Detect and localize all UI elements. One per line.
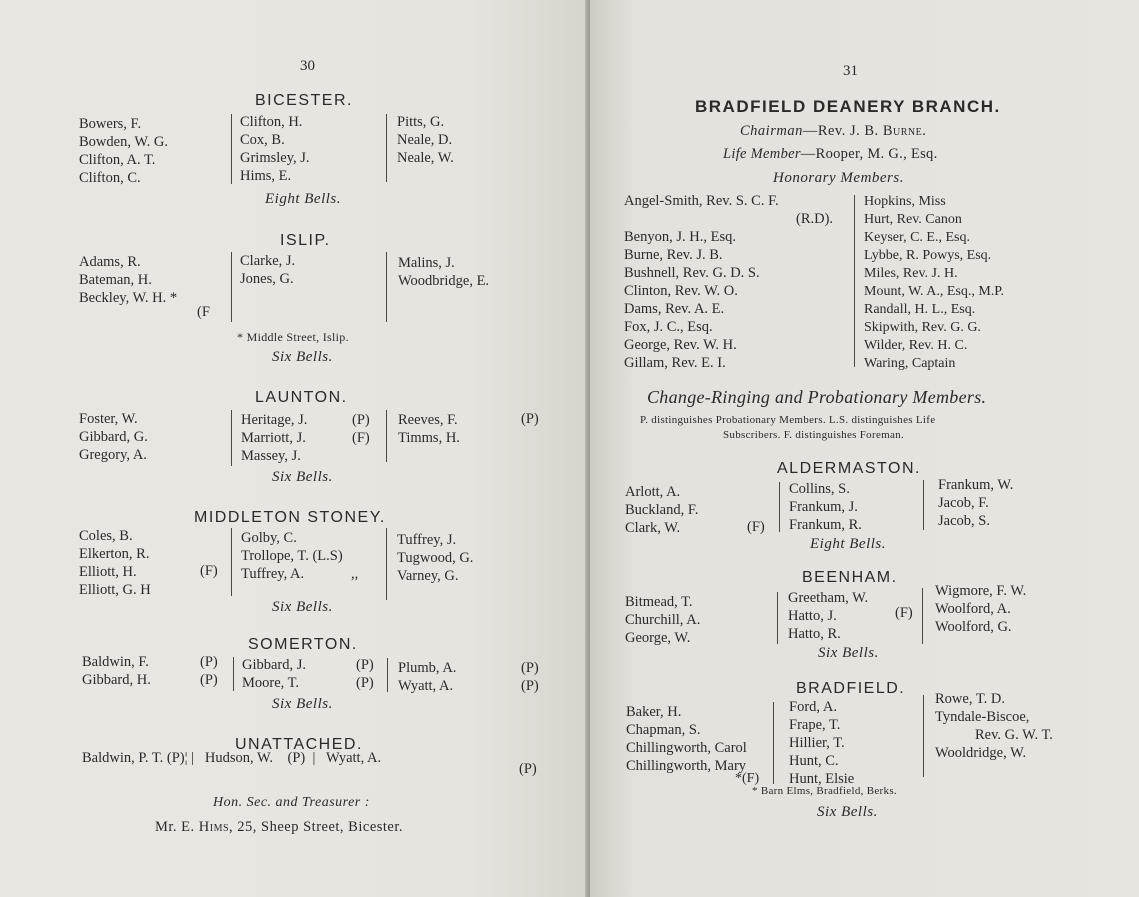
- column-divider: [233, 657, 234, 691]
- foreman-mark: (F): [747, 519, 765, 535]
- list-item: Heritage, J.: [241, 412, 308, 428]
- list-item: Tuffrey, A.: [241, 566, 305, 582]
- list-item: Clifton, C.: [79, 170, 141, 186]
- list-item: Neale, D.: [397, 132, 453, 148]
- bicester-col1: [79, 115, 168, 187]
- list-item: Bateman, H.: [79, 272, 152, 288]
- column-divider: [923, 480, 924, 530]
- list-item: Miles, Rev. J. H.: [864, 266, 958, 281]
- mark: (P): [356, 675, 374, 691]
- list-item: Cox, B.: [240, 132, 285, 148]
- column-divider: [922, 588, 923, 644]
- chairman-prefix: —Rev. J. B.: [802, 123, 879, 139]
- list-item: Hurt, Rev. Canon: [864, 212, 962, 227]
- footnote: * Middle Street, Islip.: [237, 330, 349, 344]
- list-item: Elkerton, R.: [79, 546, 150, 562]
- list-item: Varney, G.: [397, 568, 459, 584]
- column-divider: [386, 410, 387, 462]
- somerton-col3: [398, 659, 456, 695]
- bells-count: Six Bells.: [272, 599, 333, 615]
- mark: (P): [519, 761, 537, 777]
- mark: (P): [352, 412, 370, 428]
- list-item: Timms, H.: [398, 430, 460, 446]
- list-item: Ford, A.: [789, 699, 837, 715]
- list-item: Hatto, R.: [788, 626, 841, 642]
- section-heading-islip: ISLIP.: [280, 232, 331, 249]
- beenham-col3: [935, 582, 1026, 636]
- list-item: Hudson, W.: [204, 750, 274, 766]
- section-heading-beenham: BEENHAM.: [802, 569, 898, 586]
- list-item: Bitmead, T.: [625, 594, 693, 610]
- list-item: George, W.: [625, 630, 691, 646]
- somerton-col1-marks: [200, 653, 218, 689]
- list-item: Frape, T.: [789, 717, 841, 733]
- life-member-line: [723, 146, 938, 163]
- secretary-prefix: Mr. E.: [155, 819, 195, 835]
- section-heading-somerton: SOMERTON.: [248, 636, 358, 653]
- list-item: Frankum, J.: [789, 499, 858, 515]
- list-item: Fox, J. C., Esq.: [624, 319, 713, 335]
- mark: (P): [521, 678, 539, 694]
- islip-col3: [398, 254, 489, 290]
- list-item: Baldwin, F.: [82, 654, 149, 670]
- list-item: Gibbard, H.: [82, 672, 151, 688]
- column-divider: [231, 528, 232, 596]
- list-item: Elliott, G. H: [79, 582, 151, 598]
- launton-col3: [398, 411, 460, 447]
- list-item: Chillingworth, Mary: [626, 758, 747, 774]
- list-item: Hunt, Elsie: [789, 771, 855, 787]
- list-item: Baldwin, P. T.: [82, 750, 164, 766]
- list-item: Marriott, J.: [241, 430, 306, 446]
- list-item: Hims, E.: [240, 168, 292, 184]
- aldermaston-col1: [625, 483, 698, 537]
- column-divider: [386, 114, 387, 182]
- column-divider: [386, 528, 387, 600]
- list-item: Clifton, H.: [240, 114, 303, 130]
- list-item: Trollope, T. (L.S): [241, 548, 343, 564]
- column-divider: [387, 658, 388, 692]
- list-item: Moore, T.: [242, 675, 300, 691]
- list-item: Gregory, A.: [79, 447, 147, 463]
- list-item: Baker, H.: [626, 704, 682, 720]
- list-item: Wigmore, F. W.: [935, 583, 1027, 599]
- list-item: Golby, C.: [241, 530, 297, 546]
- middleton-col1: [79, 527, 151, 599]
- honorary-col2: [864, 193, 1004, 373]
- list-item: (R.D).: [796, 211, 834, 227]
- list-item: Wooldridge, W.: [935, 745, 1027, 761]
- secretary-address: [155, 819, 403, 836]
- list-item: Rev. G. W. T.: [975, 727, 1053, 743]
- legend-line: P. distinguishes Probationary Members. L.S. distinguishes Life: [640, 414, 936, 426]
- list-item: Clifton, A. T.: [79, 152, 156, 168]
- list-item: Hopkins, Miss: [864, 194, 946, 209]
- somerton-col2-marks: [356, 656, 374, 692]
- ditto-mark: ,,: [351, 566, 359, 582]
- mark: (P): [200, 672, 218, 688]
- foreman-mark: (F: [197, 304, 210, 320]
- column-divider: [923, 695, 924, 777]
- somerton-col2: [242, 656, 306, 692]
- bradfield-col3: [935, 690, 1053, 762]
- honorary-col1: [624, 193, 833, 373]
- list-item: Neale, W.: [397, 150, 454, 166]
- list-item: Pitts, G.: [397, 114, 445, 130]
- legend-line: Subscribers. F. distinguishes Foreman.: [723, 429, 905, 441]
- secretary-name: Hims,: [198, 819, 234, 835]
- list-item: Plumb, A.: [398, 660, 457, 676]
- change-ringing-heading: Change-Ringing and Probationary Members.: [647, 387, 987, 407]
- list-item: George, Rev. W. H.: [624, 337, 737, 353]
- list-item: Bowers, F.: [79, 116, 142, 132]
- list-item: Beckley, W. H. *: [79, 290, 178, 306]
- bells-count: Eight Bells.: [810, 536, 886, 552]
- list-item: Bushnell, Rev. G. D. S.: [624, 265, 760, 281]
- foreman-mark: *(F): [735, 771, 760, 786]
- list-item: Mount, W. A., Esq., M.P.: [864, 284, 1005, 299]
- mark: (P): [521, 411, 539, 427]
- list-item: Hatto, J.: [788, 608, 837, 624]
- bradfield-col1: [626, 703, 747, 775]
- column-divider: [231, 114, 232, 184]
- list-item: Woolford, G.: [935, 619, 1012, 635]
- foreman-mark: (F): [895, 605, 913, 621]
- list-item: Gibbard, J.: [242, 657, 307, 673]
- column-divider: [854, 195, 855, 367]
- list-item: Frankum, W.: [938, 477, 1014, 493]
- somerton-col1: [82, 653, 151, 689]
- list-item: Arlott, A.: [625, 484, 681, 500]
- somerton-col3-marks: [521, 659, 539, 695]
- bicester-col3: [397, 113, 454, 167]
- launton-col2: [241, 411, 307, 465]
- list-item: Woolford, A.: [935, 601, 1011, 617]
- islip-col1: [79, 253, 177, 307]
- list-item: Hillier, T.: [789, 735, 845, 751]
- section-heading-launton: LAUNTON.: [255, 389, 348, 406]
- column-divider: [231, 252, 232, 322]
- list-item: Clarke, J.: [240, 253, 296, 269]
- list-item: Skipwith, Rev. G. G.: [864, 320, 981, 335]
- list-item: Wyatt, A.: [398, 678, 454, 694]
- middleton-col2: [241, 529, 343, 583]
- list-item: Greetham, W.: [788, 590, 869, 606]
- list-item: Malins, J.: [398, 255, 455, 271]
- bells-count: Six Bells.: [272, 469, 333, 485]
- list-item: Clinton, Rev. W. O.: [624, 283, 738, 299]
- list-item: Hunt, C.: [789, 753, 839, 769]
- list-item: Foster, W.: [79, 411, 138, 427]
- section-heading-bicester: BICESTER.: [255, 92, 353, 109]
- bells-count: Six Bells.: [818, 645, 879, 661]
- launton-col1: [79, 410, 148, 464]
- right-page: [590, 0, 1139, 897]
- list-item: Jacob, S.: [938, 513, 990, 529]
- list-item: Woodbridge, E.: [398, 273, 490, 289]
- bells-count: Eight Bells.: [265, 191, 341, 207]
- list-item: Keyser, C. E., Esq.: [864, 230, 970, 245]
- list-item: Tugwood, G.: [397, 550, 474, 566]
- list-item: Buckland, F.: [625, 502, 699, 518]
- section-heading-bradfield: BRADFIELD.: [796, 680, 906, 697]
- mark: (F): [352, 430, 370, 446]
- bells-count: Six Bells.: [272, 349, 333, 365]
- secretary-title: Hon. Sec. and Treasurer :: [213, 795, 370, 810]
- list-item: Chapman, S.: [626, 722, 701, 738]
- list-item: Waring, Captain: [864, 356, 956, 371]
- list-item: Angel-Smith, Rev. S. C. F.: [624, 193, 779, 209]
- launton-col2-marks: [352, 411, 370, 447]
- bells-count: Six Bells.: [272, 696, 333, 712]
- mark: (P): [521, 660, 539, 676]
- list-item: Dams, Rev. A. E.: [624, 301, 725, 317]
- chairman-label: Chairman: [740, 123, 803, 139]
- footnote: * Barn Elms, Bradfield, Berks.: [752, 785, 897, 797]
- chairman-name: Burne.: [882, 123, 927, 139]
- secretary-street: 25, Sheep Street, Bicester.: [237, 819, 404, 835]
- page-number: 31: [843, 63, 858, 79]
- list-item: Randall, H. L., Esq.: [864, 302, 976, 317]
- section-heading-middleton-stoney: MIDDLETON STONEY.: [194, 509, 386, 526]
- life-member-value: —Rooper, M. G., Esq.: [800, 146, 938, 162]
- list-item: Elliott, H.: [79, 564, 137, 580]
- list-item: Wyatt, A.: [326, 750, 382, 766]
- list-item: Lybbe, R. Powys, Esq.: [864, 248, 992, 263]
- list-item: Grimsley, J.: [240, 150, 310, 166]
- list-item: Frankum, R.: [789, 517, 862, 533]
- list-item: Burne, Rev. J. B.: [624, 247, 723, 263]
- bradfield-col2: [789, 699, 854, 789]
- list-item: Tyndale-Biscoe,: [935, 709, 1030, 725]
- list-item: Reeves, F.: [398, 412, 458, 428]
- list-item: Collins, S.: [789, 481, 850, 497]
- column-divider: [386, 252, 387, 322]
- mark: (P): [166, 750, 185, 766]
- foreman-mark: (F): [200, 563, 218, 579]
- list-item: Jacob, F.: [938, 495, 989, 511]
- list-item: Bowden, W. G.: [79, 134, 169, 150]
- list-item: Rowe, T. D.: [935, 691, 1005, 707]
- list-item: Wilder, Rev. H. C.: [864, 338, 968, 353]
- aldermaston-col2: [789, 480, 862, 534]
- islip-col2: [240, 252, 295, 288]
- list-item: Chillingworth, Carol: [626, 740, 747, 756]
- section-heading-unattached: UNATTACHED.: [235, 736, 363, 753]
- column-divider: [773, 702, 774, 784]
- list-item: Adams, R.: [79, 254, 141, 270]
- chairman-line: [740, 123, 926, 140]
- unattached-entry: Baldwin, P. T. (P)¦ | Hudson, W. (P) | Wyatt, A.: [82, 750, 382, 766]
- list-item: Clark, W.: [625, 520, 681, 536]
- beenham-col1: [625, 593, 700, 647]
- list-item: Tuffrey, J.: [397, 532, 457, 548]
- column-divider: [231, 410, 232, 466]
- bells-count: Six Bells.: [817, 804, 878, 820]
- list-item: Gillam, Rev. E. I.: [624, 355, 726, 371]
- section-heading-aldermaston: ALDERMASTON.: [777, 460, 921, 477]
- branch-title: BRADFIELD DEANERY BRANCH.: [695, 97, 1001, 116]
- list-item: Churchill, A.: [625, 612, 701, 628]
- column-divider: [777, 592, 778, 644]
- mark: (P): [200, 654, 218, 670]
- list-item: Jones, G.: [240, 271, 294, 287]
- list-item: Coles, B.: [79, 528, 133, 544]
- bicester-col2: [240, 113, 310, 185]
- beenham-col2: [788, 589, 868, 643]
- page-number: 30: [300, 58, 315, 74]
- column-divider: [779, 482, 780, 532]
- honorary-heading: Honorary Members.: [773, 170, 904, 186]
- list-item: Benyon, J. H., Esq.: [624, 229, 736, 245]
- list-item: Massey, J.: [241, 448, 301, 464]
- life-member-label: Life Member: [723, 146, 801, 162]
- middleton-col3: [397, 531, 473, 585]
- list-item: Gibbard, G.: [79, 429, 148, 445]
- mark: (P): [356, 657, 374, 673]
- aldermaston-col3: [938, 476, 1013, 530]
- mark: (P): [287, 750, 306, 766]
